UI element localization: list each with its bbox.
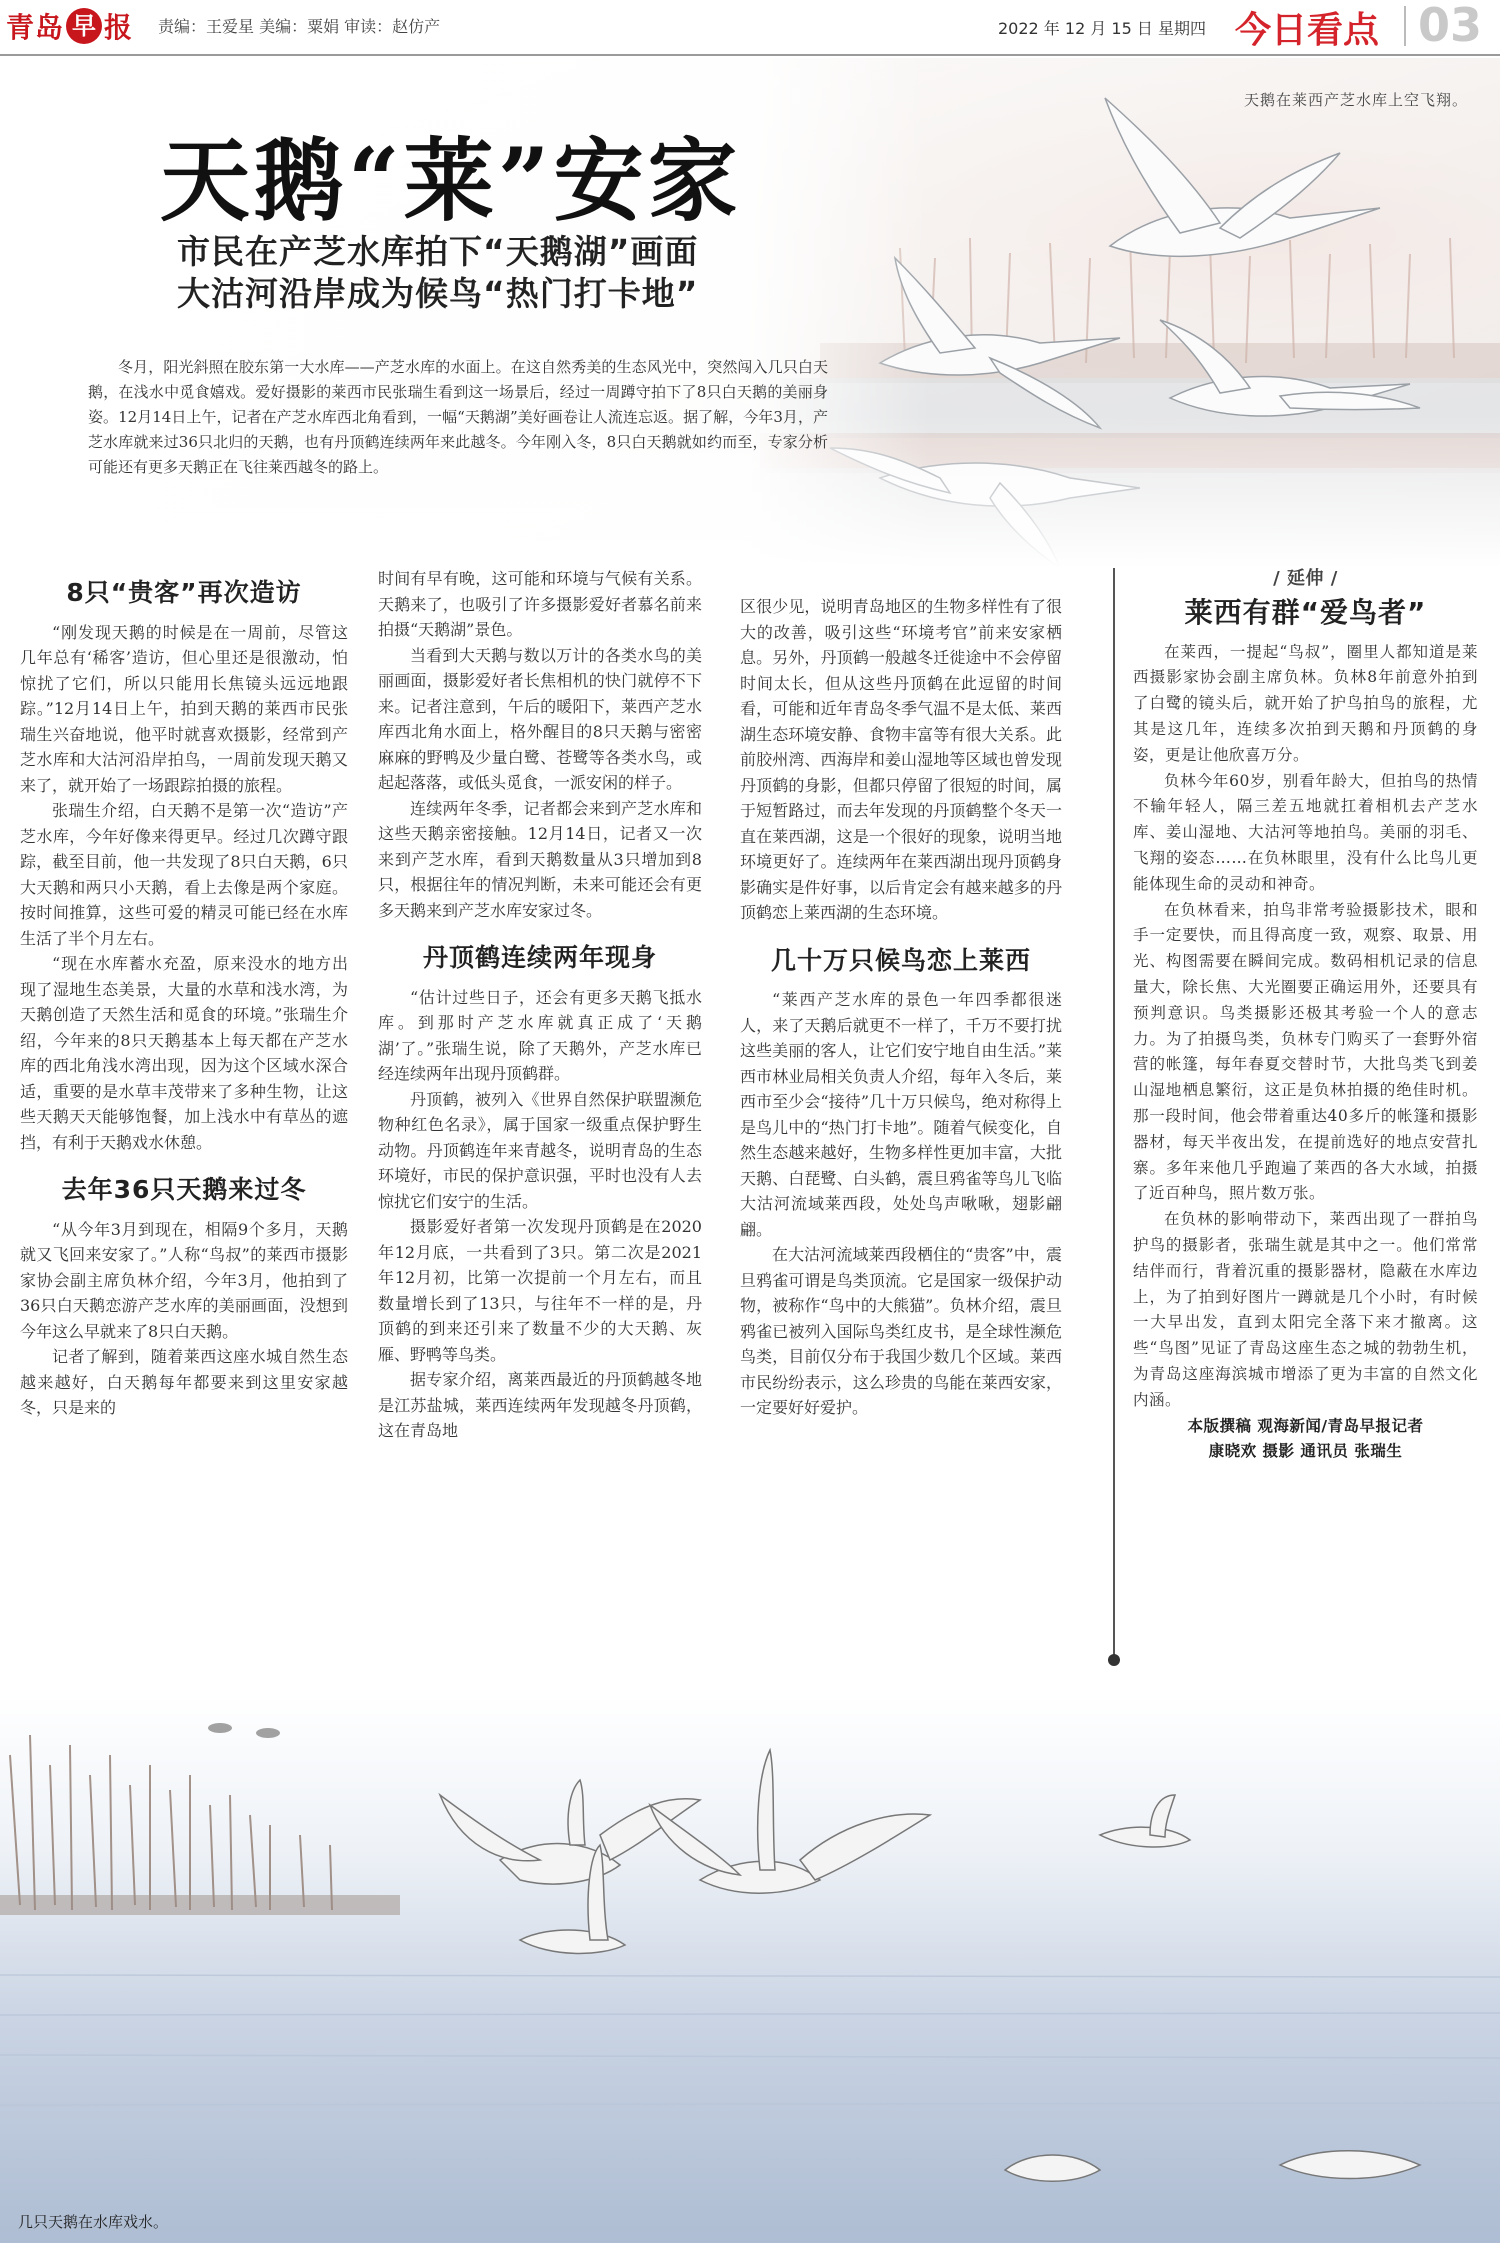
sidebar-heading: 莱西有群“爱鸟者” xyxy=(1184,595,1427,629)
paragraph: 摄影爱好者第一次发现丹顶鹤是在2020年12月底，一共看到了3只。第二次是2021年12月初，比第一次提前一个月左右，而且数量增长到了13只，与往年不一样的是，丹顶鹤的到来还引来了数量不少的大天鹅、灰雁、野鸭等鸟类。 xyxy=(378,1217,702,1364)
page-number: 03 xyxy=(1418,0,1483,52)
paragraph: 时间有早有晚，这可能和环境与气候有关系。天鹅来了，也吸引了许多摄影爱好者慕名前来拍摄“天鹅湖”景色。 xyxy=(378,569,702,639)
sidebar-divider xyxy=(1113,568,1115,1658)
logo-tail: 报 xyxy=(104,11,134,44)
section-title: 今日看点 xyxy=(1235,10,1380,51)
header-divider xyxy=(1404,6,1406,46)
column-1-heading-1: 8只“贵客”再次造访 xyxy=(66,578,302,607)
issue-date: 2022 年 12 月 15 日 星期四 xyxy=(998,19,1206,38)
sidebar-extension xyxy=(1133,566,1478,1465)
paragraph: 记者了解到，随着莱西这座水城自然生态越来越好，白天鹅每年都要来到这里安家越冬，只是来的 xyxy=(20,1347,348,1417)
logo-text: 青岛 xyxy=(6,11,65,44)
bottom-photo-caption: 几只天鹅在水库戏水。 xyxy=(18,2213,169,2231)
paragraph: 在莱西，一提起“鸟叔”，圈里人都知道是莱西摄影家协会副主席负林。负林8年前意外拍到了白鹭的镜头后，就开始了护鸟拍鸟的旅程，尤其是这几年，连续多次拍到天鹅和丹顶鹤的身姿，更是让他欣喜万分。 xyxy=(1133,642,1478,764)
paragraph: 当看到大天鹅与数以万计的各类水鸟的美丽画面，摄影爱好者长焦相机的快门就停不下来。记者注意到，午后的暖阳下，莱西产芝水库西北角水面上，格外醒目的8只天鹅与密密麻麻的野鸭及少量白鹭、苍鹭等各类水鸟，或起起落落，或低头觅食，一派安闲的样子。 xyxy=(378,645,702,792)
paragraph: 在大沽河流域莱西段栖住的“贵客”中，震旦鸦雀可谓是鸟类顶流。它是国家一级保护动物，被称作“鸟中的大熊猫”。负林介绍，震旦鸦雀已被列入国际鸟类红皮书，是全球性濒危鸟类，目前仅分布于我国少数几个区域。莱西市民纷纷表示，这么珍贵的鸟能在莱西安家，一定要好好爱护。 xyxy=(740,1245,1062,1417)
article-lead: 冬月，阳光斜照在胶东第一大水库——产芝水库的水面上。在这自然秀美的生态风光中，突然闯入几只白天鹅，在浅水中觅食嬉戏。爱好摄影的莱西市民张瑞生看到这一场景后，经过一周蹲守拍下了8只白天鹅的美丽身姿。12月14日上午，记者在产芝水库西北角看到，一幅“天鹅湖”美好画卷让人流连忘返。据了解，今年3月，产芝水库就来过36只北归的天鹅，也有丹顶鹤连续两年来此越冬。今年刚入冬，8只白天鹅就如约而至，专家分析可能还有更多天鹅正在飞往莱西越冬的路上。 xyxy=(88,358,828,476)
article-title: 天鹅“莱”安家 xyxy=(160,128,742,234)
hero-photo-caption: 天鹅在莱西产芝水库上空飞翔。 xyxy=(1244,91,1469,109)
page-header xyxy=(0,0,1500,56)
paragraph: 在负林看来，拍鸟非常考验摄影技术，眼和手一定要快，而且得高度一致，观察、取景、用光、构图需要在瞬间完成。数码相机记录的信息量大，除长焦、大光圈要正确运用外，还要具有预判意识。鸟类摄影还极其考验一个人的意志力。为了拍摄鸟类，负林专门购买了一套野外宿营的帐篷，每年春夏交替时节，大批鸟类飞到姜山湿地栖息繁衍，这正是负林拍摄的绝佳时机。那一段时间，他会带着重达40多斤的帐篷和摄影器材，每天半夜出发，在提前选好的地点安营扎寨。多年来他几乎跑遍了莱西的各大水域，拍摄了近百种鸟，照片数万张。 xyxy=(1133,900,1478,1203)
article-column-1 xyxy=(20,580,348,1421)
paragraph: 区很少见，说明青岛地区的生物多样性有了很大的改善，吸引这些“环境考官”前来安家栖息。另外，丹顶鹤一般越冬迁徙途中不会停留时间太长，但从这些丹顶鹤在此逗留的时间看，可能和近年青岛冬季气温不是太低、莱西湖生态环境安静、食物丰富等有很大关系。此前胶州湾、西海岸和姜山湿地等区域也曾发现丹顶鹤的身影，但都只停留了很短的时间，属于短暂路过，而去年发现的丹顶鹤整个冬天一直在莱西湖，这是一个很好的现象，说明当地环境更好了。连续两年在莱西湖出现丹顶鹤身影确实是件好事，以后肯定会有越来越多的丹顶鹤恋上莱西湖的生态环境。 xyxy=(740,597,1062,922)
article-column-2 xyxy=(378,566,702,1444)
header-rule xyxy=(0,54,1500,56)
byline-2: 康晓欢 摄影 通讯员 张瑞生 xyxy=(1208,1442,1403,1461)
paragraph: 据专家介绍，离莱西最近的丹顶鹤越冬地是江苏盐城，莱西连续两年发现越冬丹顶鹤，这在青岛地 xyxy=(378,1370,702,1440)
editor-credits: 责编：王爱星 美编：粟娟 审读：赵仿产 xyxy=(158,17,441,36)
paragraph: “估计过些日子，还会有更多天鹅飞抵水库。到那时产芝水库就真正成了‘天鹅湖’了。”张瑞生说，除了天鹅外，产芝水库已经连续两年出现丹顶鹤群。 xyxy=(378,987,702,1083)
paragraph: 连续两年冬季，记者都会来到产芝水库和这些天鹅亲密接触。12月14日，记者又一次来到产芝水库，看到天鹅数量从3只增加到8只，根据往年的情况判断，未来可能还会有更多天鹅来到产芝水库安家过冬。 xyxy=(378,798,702,920)
paragraph: 负林今年60岁，别看年龄大，但拍鸟的热情不输年轻人，隔三差五地就扛着相机去产芝水库、姜山湿地、大沽河等地拍鸟。美丽的羽毛、飞翔的姿态……在负林眼里，没有什么比鸟儿更能体现生命的灵动和神奇。 xyxy=(1133,771,1478,893)
column-2-heading: 丹顶鹤连续两年现身 xyxy=(422,943,657,972)
sidebar-end-dot xyxy=(1108,1654,1120,1666)
paragraph: 在负林的影响带动下，莱西出现了一群拍鸟护鸟的摄影者，张瑞生就是其中之一。他们常常结伴而行，背着沉重的摄影器材，隐蔽在水库边上，为了拍到好图片一蹲就是几个小时，有时候一大早出发，直到太阳完全落下来才撤离。这些“鸟图”见证了青岛这座生态之城的勃勃生机，为青岛这座海滨城市增添了更为丰富的自然文化内涵。 xyxy=(1133,1210,1478,1409)
byline-1: 本版撰稿 观海新闻/青岛早报记者 xyxy=(1187,1416,1424,1435)
article-subtitle-1: 市民在产芝水库拍下“天鹅湖”画面 xyxy=(177,232,699,271)
paragraph: “现在水库蓄水充盈，原来没水的地方出现了湿地生态美景，大量的水草和浅水湾，为天鹅创造了天然生活和觅食的环境。”张瑞生介绍，今年来的8只天鹅基本上每天都在产芝水库的西北角浅水湾出现，因为这个区域水深合适，重要的是水草丰茂带来了多种生物，让这些天鹅天天能够饱餐，加上浅水中有草丛的遮挡，有利于天鹅戏水休憩。 xyxy=(20,954,348,1152)
bottom-photo-swans-on-water xyxy=(0,1695,1500,2243)
sidebar-tag: / 延伸 / xyxy=(1273,568,1338,589)
paragraph: 丹顶鹤，被列入《世界自然保护联盟濒危物种红色名录》，属于国家一级重点保护野生动物。丹顶鹤连年来青越冬，说明青岛的生态环境好，市民的保护意识强，平时也没有人去惊扰它们安宁的生活。 xyxy=(378,1089,702,1211)
article-column-3 xyxy=(740,594,1062,1421)
newspaper-logo xyxy=(6,8,133,44)
column-3-heading: 几十万只候鸟恋上莱西 xyxy=(770,945,1031,975)
paragraph: “莱西产芝水库的景色一年四季都很迷人，来了天鹅后就更不一样了，千万不要打扰这些美丽的客人，让它们安宁地自由生活。”莱西市林业局相关负责人介绍，每年入冬后，莱西市至少会“接待”几十万只候鸟，绝对称得上是鸟儿中的“热门打卡地”。随着气候变化，自然生态越来越好，生物多样性更加丰富，大批天鹅、白琵鹭、白头鹤，震旦鸦雀等鸟儿飞临大沽河流域莱西段，处处鸟声啾啾，翅影翩翩。 xyxy=(740,990,1062,1239)
article-subtitle-2: 大沽河沿岸成为候鸟“热门打卡地” xyxy=(177,274,699,313)
paragraph: “从今年3月到现在，相隔9个多月，天鹅就又飞回来安家了。”人称“鸟叔”的莱西市摄影家协会副主席负林介绍，今年3月，他拍到了36只白天鹅恋游产芝水库的美丽画面，没想到今年这么早就来了8只白天鹅。 xyxy=(20,1219,348,1341)
paragraph: 张瑞生介绍，白天鹅不是第一次“造访”产芝水库，今年好像来得更早。经过几次蹲守跟踪，截至目前，他一共发现了8只白天鹅，6只大天鹅和两只小天鹅，看上去像是两个家庭。按时间推算，这些可爱的精灵可能已经在水库生活了半个月左右。 xyxy=(20,801,348,948)
logo-badge: 早 xyxy=(66,8,102,44)
paragraph: “刚发现天鹅的时候是在一周前，尽管这几年总有‘稀客’造访，但心里还是很激动，怕惊扰了它们，所以只能用长焦镜头远远地跟踪。”12月14日上午，拍到天鹅的莱西市民张瑞生兴奋地说，他平时就喜欢摄影，经常到产芝水库和大沽河沿岸拍鸟，一周前发现天鹅又来了，就开始了一场跟踪拍摄的旅程。 xyxy=(20,622,348,795)
column-1-heading-2: 去年36只天鹅来过冬 xyxy=(61,1175,307,1204)
